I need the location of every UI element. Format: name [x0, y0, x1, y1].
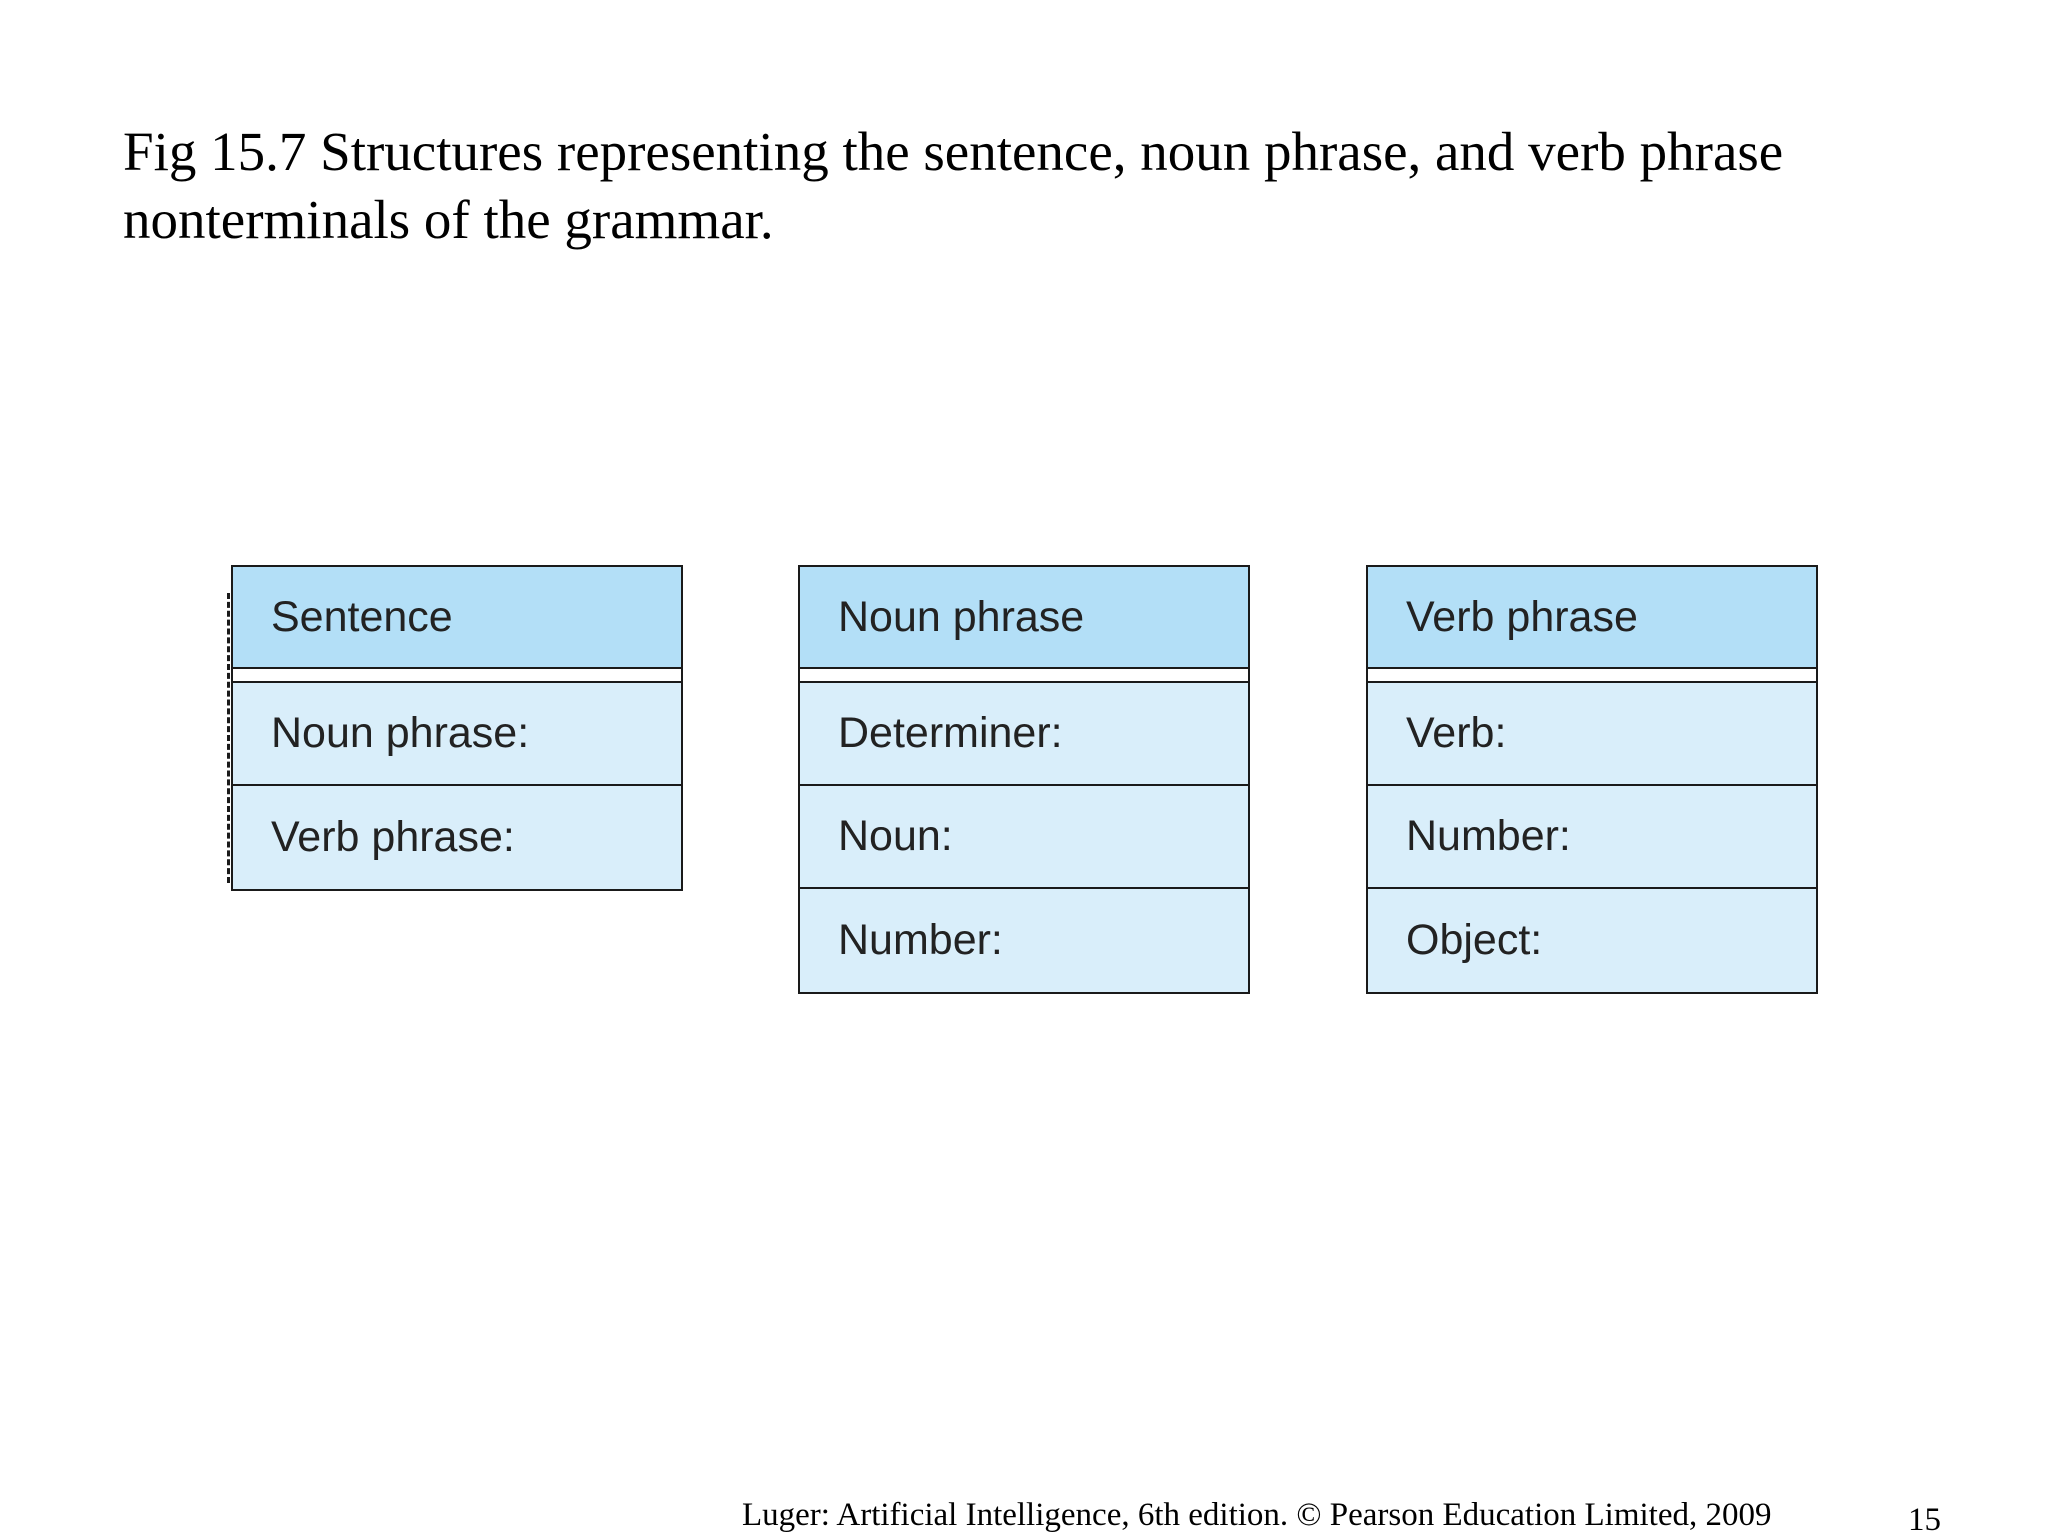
noun-phrase-frame-header: Noun phrase	[800, 567, 1248, 669]
sentence-frame-dashed-edge	[227, 593, 230, 883]
frame-slot-noun: Noun:	[800, 786, 1248, 889]
frame-slot-verb: Verb:	[1368, 683, 1816, 786]
figure-caption: Fig 15.7 Structures representing the sentence, noun phrase, and verb phrase nonterminals of the grammar.	[123, 121, 1784, 250]
frame-slot-noun-phrase: Noun phrase:	[233, 683, 681, 786]
noun-phrase-frame	[798, 565, 1250, 994]
frame-divider	[800, 669, 1248, 683]
slide-footer-citation: Luger: Artificial Intelligence, 6th edition. © Pearson Education Limited, 2009	[742, 1497, 1772, 1533]
verb-phrase-frame	[1366, 565, 1818, 994]
frame-slot-object: Object:	[1368, 889, 1816, 992]
frame-slot-number: Number:	[1368, 786, 1816, 889]
frame-slot-determiner: Determiner:	[800, 683, 1248, 786]
frame-slot-verb-phrase: Verb phrase:	[233, 786, 681, 889]
sentence-frame	[231, 565, 683, 891]
sentence-frame-header: Sentence	[233, 567, 681, 669]
frame-divider	[1368, 669, 1816, 683]
slide-page-number: 15	[1908, 1502, 1941, 1538]
frame-divider	[233, 669, 681, 683]
verb-phrase-frame-header: Verb phrase	[1368, 567, 1816, 669]
frame-slot-number: Number:	[800, 889, 1248, 992]
